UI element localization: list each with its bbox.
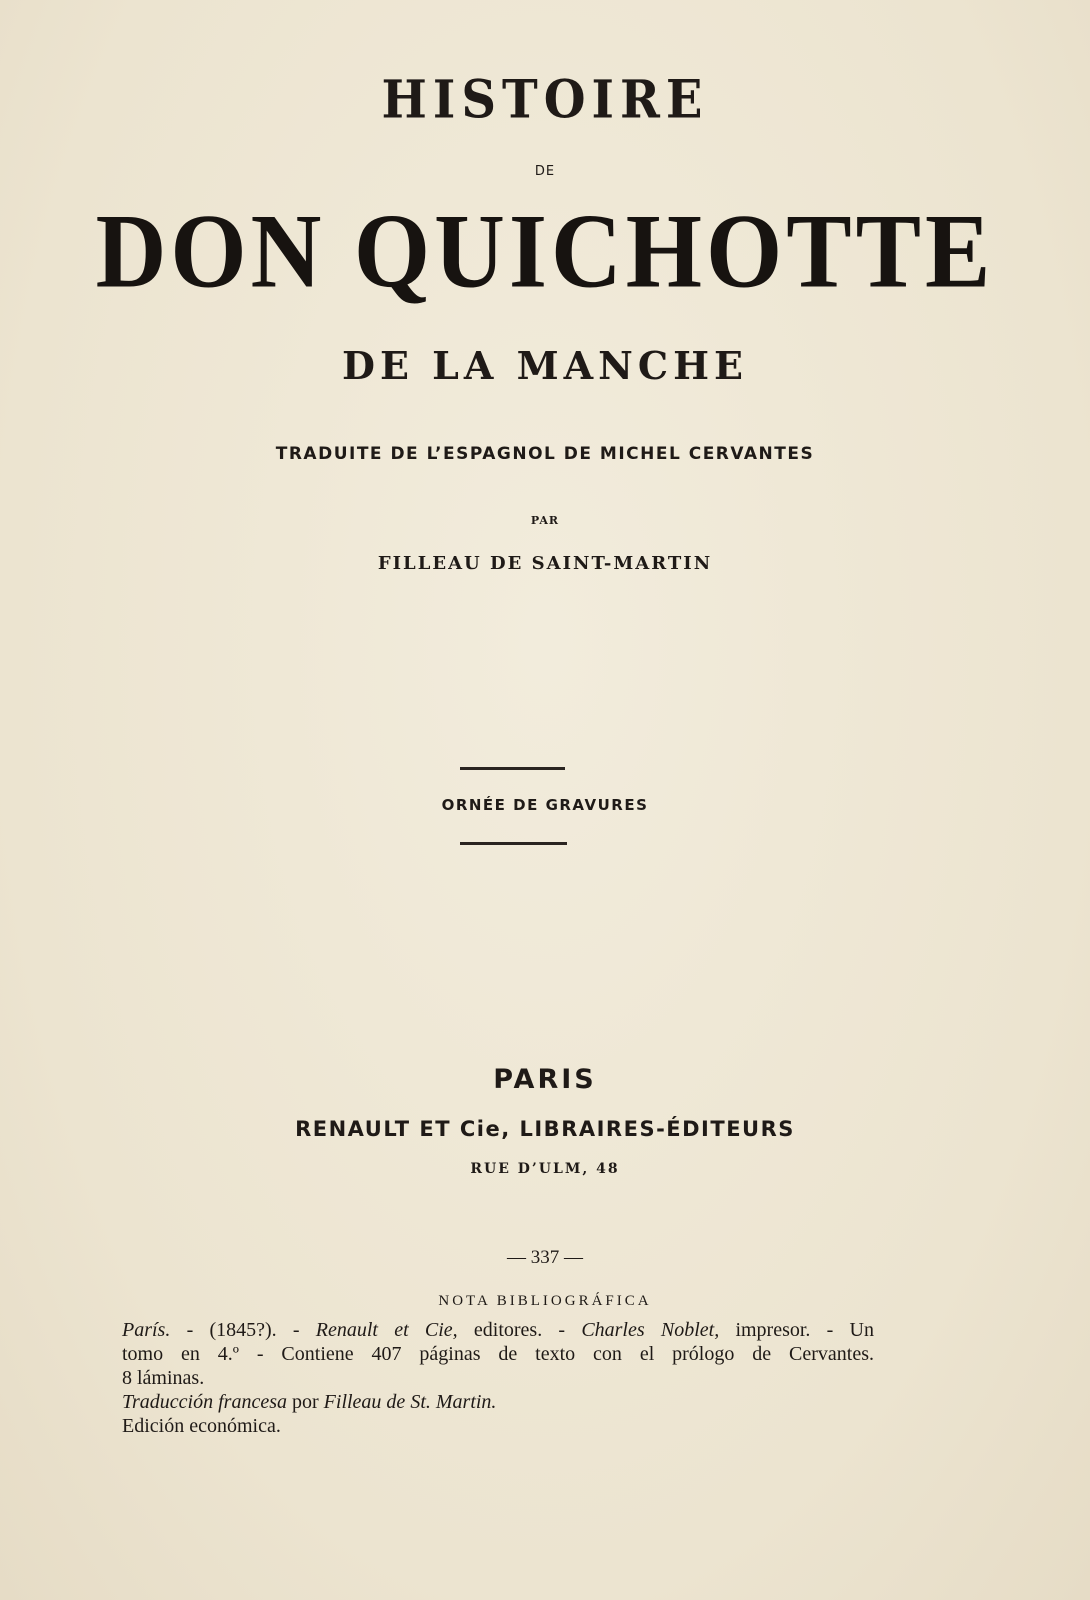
translator-name: FILLEAU DE SAINT-MARTIN bbox=[377, 553, 713, 574]
title-histoire: HISTOIRE bbox=[381, 69, 709, 131]
note-por: por bbox=[287, 1391, 324, 1413]
imprint-city: PARIS bbox=[493, 1064, 597, 1095]
note-date: - (1845?). - bbox=[170, 1319, 316, 1341]
note-publisher: Renault et Cie, bbox=[315, 1319, 458, 1341]
divider-top bbox=[460, 767, 565, 770]
translation-line: TRADUITE DE L’ESPAGNOL DE MICHEL CERVANTES bbox=[275, 444, 815, 464]
note-city: París. bbox=[122, 1319, 171, 1341]
divider-bottom bbox=[460, 842, 567, 845]
page-number: — 337 — bbox=[507, 1247, 583, 1268]
note-printer: Charles Noblet, bbox=[581, 1319, 720, 1341]
note-line-3: 8 láminas. bbox=[122, 1367, 205, 1389]
note-editores: editores. - bbox=[457, 1319, 582, 1341]
note-line-4 bbox=[122, 1390, 874, 1414]
note-line-1 bbox=[122, 1318, 874, 1342]
illustrated-line: ORNÉE DE GRAVURES bbox=[441, 796, 649, 814]
note-line-2: tomo en 4.º - Contiene 407 páginas de texto con el prólogo de Cervantes. bbox=[122, 1343, 874, 1365]
bibliographic-note bbox=[122, 1318, 874, 1438]
note-line-5: Edición económica. bbox=[122, 1415, 281, 1437]
main-title: DON QUICHOTTE bbox=[95, 193, 995, 311]
note-translator: Filleau de St. Martin. bbox=[323, 1391, 497, 1413]
note-translation: Traducción francesa bbox=[122, 1391, 287, 1413]
title-de: DE bbox=[534, 164, 556, 179]
subtitle-de-la-manche: DE LA MANCHE bbox=[342, 343, 748, 388]
note-heading: NOTA BIBLIOGRÁFICA bbox=[438, 1293, 652, 1309]
par-label: PAR bbox=[530, 514, 560, 527]
note-impresor: impresor. - Un bbox=[719, 1319, 874, 1341]
imprint-address: RUE D’ULM, 48 bbox=[470, 1161, 620, 1177]
imprint-publisher: RENAULT ET Cie, LIBRAIRES-ÉDITEURS bbox=[295, 1117, 795, 1141]
